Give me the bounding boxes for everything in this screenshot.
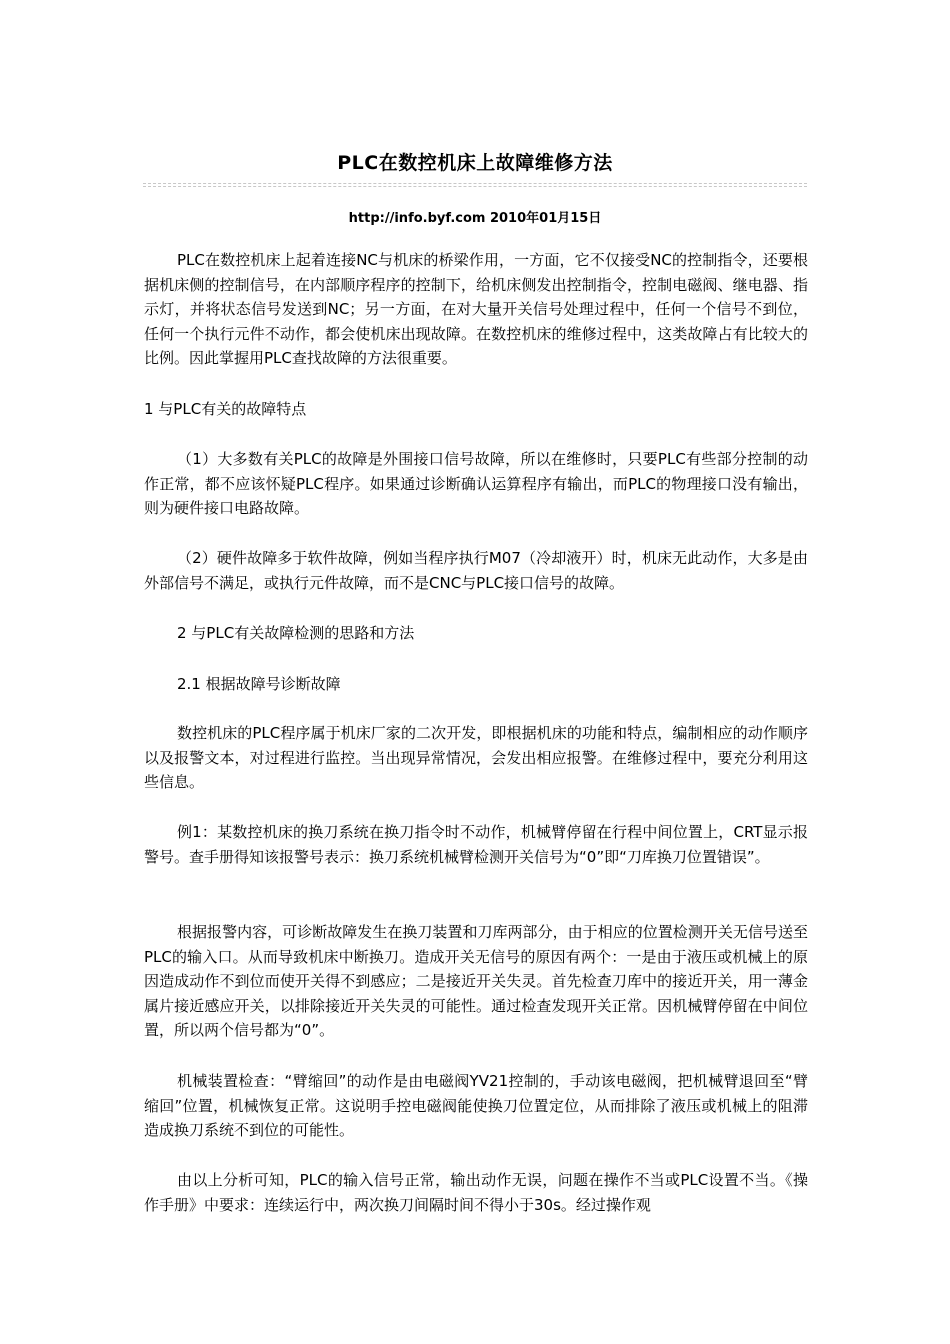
- page-title: PLC在数控机床上故障维修方法: [337, 152, 613, 174]
- section-2-heading: 2 与PLC有关故障检测的思路和方法: [177, 624, 415, 642]
- section-1-heading: 1 与PLC有关的故障特点: [144, 400, 307, 418]
- conclusion-paragraph: 由以上分析可知，PLC的输入信号正常，输出动作无误，问题在操作不当或PLC设置不当。《操作手册》中要求：连续运行中，两次换刀间隔时间不得小于30s。经过操作观: [144, 1171, 808, 1214]
- example-1-paragraph: 例1：某数控机床的换刀系统在换刀指令时不动作，机械臂停留在行程中间位置上，CRT显示报警号。查手册得知该报警号表示：换刀系统机械臂检测开关信号为“0”即“刀库换刀位置错误”。: [144, 823, 808, 866]
- section-2-1-heading: 2.1 根据故障号诊断故障: [177, 675, 341, 693]
- intro-paragraph: PLC在数控机床上起着连接NC与机床的桥梁作用，一方面，它不仅接受NC的控制指令，还要根据机床侧的控制信号，在内部顺序程序的控制下，给机床侧发出控制指令，控制电磁阀、继电器、指示灯，并将状态信号发送到NC；另一方面，在对大量开关信号处理过程中，任何一个信号不到位，任何一个执行元件不动作，都会使机床出现故障。在数控机床的维修过程中，这类故障占有比较大的比例。因此掌握用PLC查找故障的方法很重要。: [144, 251, 808, 368]
- title-divider-second: [143, 186, 807, 187]
- source-dateline: http://info.byf.com 2010年01月15日: [348, 211, 602, 226]
- mechanical-check-paragraph: 机械装置检查：“臂缩回”的动作是由电磁阀YV21控制的，手动该电磁阀，把机械臂退回至“臂缩回”位置，机械恢复正常。这说明手控电磁阀能使换刀位置定位，从而排除了液压或机械上的阻滞造成换刀系统不到位的可能性。: [144, 1072, 808, 1140]
- point-2-paragraph: （2）硬件故障多于软件故障，例如当程序执行M07（冷却液开）时，机床无此动作，大多是由外部信号不满足，或执行元件故障，而不是CNC与PLC接口信号的故障。: [144, 549, 808, 592]
- diagnosis-paragraph: 数控机床的PLC程序属于机床厂家的二次开发，即根据机床的功能和特点，编制相应的动作顺序以及报警文本，对过程进行监控。当出现异常情况，会发出相应报警。在维修过程中，要充分利用这些信息。: [144, 724, 808, 792]
- analysis-paragraph: 根据报警内容，可诊断故障发生在换刀装置和刀库两部分，由于相应的位置检测开关无信号送至PLC的输入口。从而导致机床中断换刀。造成开关无信号的原因有两个：一是由于液压或机械上的原因造成动作不到位而使开关得不到感应；二是接近开关失灵。首先检查刀库中的接近开关，用一薄金属片接近感应开关，以排除接近开关失灵的可能性。通过检查发现开关正常。因机械臂停留在中间位置，所以两个信号都为“0”。: [144, 923, 808, 1040]
- title-divider: [143, 183, 807, 184]
- point-1-paragraph: （1）大多数有关PLC的故障是外围接口信号故障，所以在维修时，只要PLC有些部分控制的动作正常，都不应该怀疑PLC程序。如果通过诊断确认运算程序有输出，而PLC的物理接口没有输出，则为硬件接口电路故障。: [144, 450, 808, 518]
